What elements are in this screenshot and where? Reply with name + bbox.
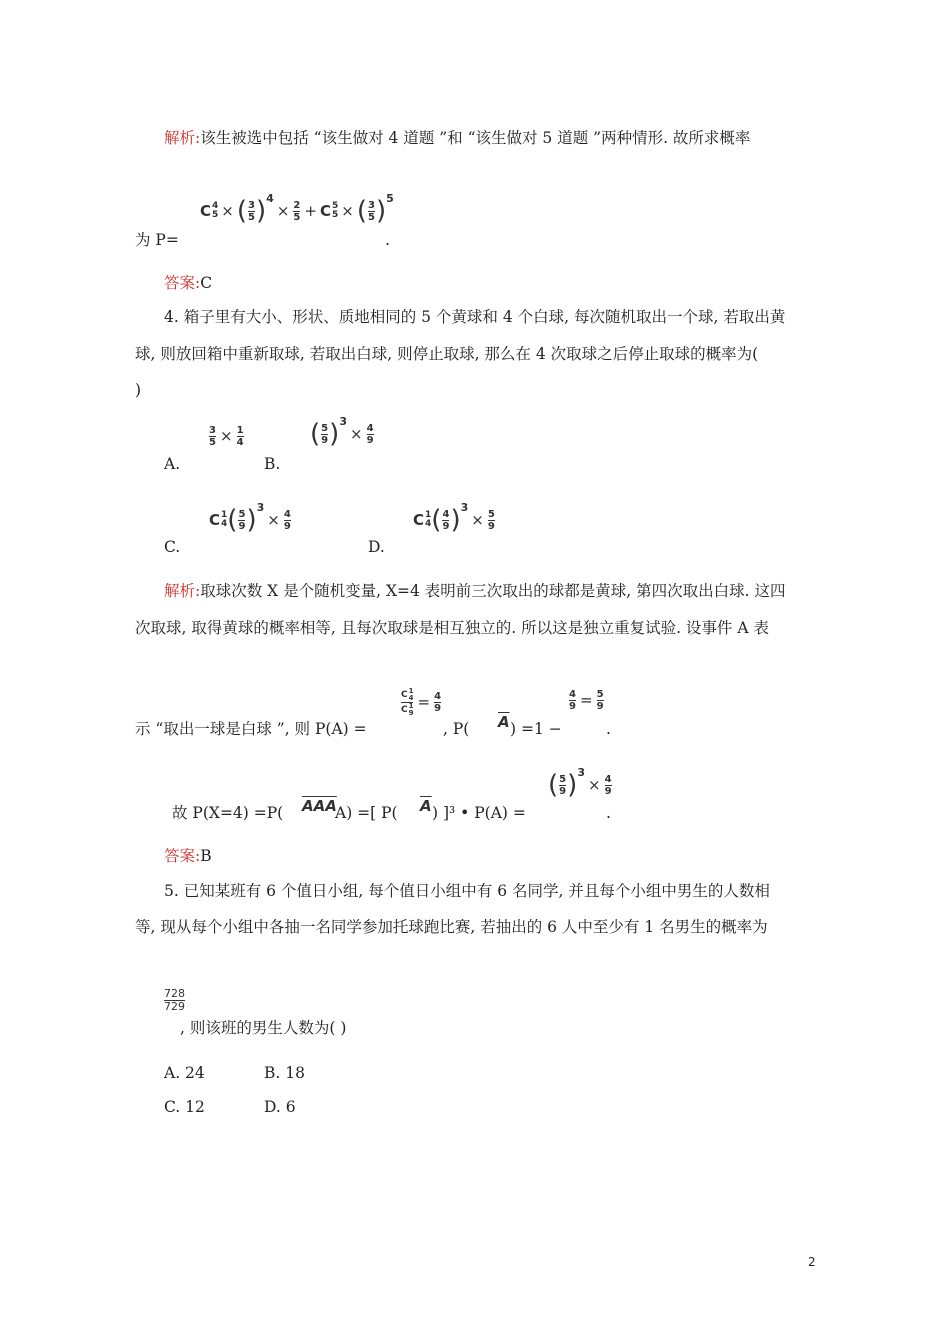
q4-a-complement: $\overline{A}$ (498, 713, 510, 731)
q5-stem-line2: 等, 现从每个小组中各抽一名同学参加托球跑比赛, 若抽出的 6 人中至少有 1 名男生的概率为 (135, 918, 768, 936)
q4-stem-line2: 球, 则放回箱中重新取球, 若取出白球, 则停止取球, 那么在 4 次取球之后停止取球的概率为( (135, 345, 759, 363)
q4-answer (164, 846, 212, 866)
q4-analysis-line4c: ) ]³ • P(A) = (432, 804, 526, 822)
q4-analysis-line1 (164, 581, 786, 601)
q3-answer (164, 273, 212, 293)
q4-option-c-label: C. (164, 538, 181, 556)
q4-option-a-formula: $\frac{3}{5}$ × $\frac{1}{4}$ (209, 425, 244, 448)
q3-analysis (164, 128, 750, 148)
q4-aaa-complement: $\overline{AAA}$ (302, 797, 337, 815)
q5-probability-fraction (163, 988, 186, 1013)
q5-option-b: B. 18 (264, 1064, 305, 1082)
answer-value: B (200, 847, 212, 865)
analysis-label: 解析: (164, 129, 201, 147)
analysis-text: 取球次数 X 是个随机变量, X=4 表明前三次取出的球都是黄球, 第四次取出白球. 这四 (200, 582, 786, 600)
q4-stem-line1: 4. 箱子里有大小、形状、质地相同的 5 个黄球和 4 个白球, 每次随机取出一个球, 若取出黄 (164, 308, 786, 326)
q4-analysis-line4a: 故 P(X=4) =P( (172, 804, 284, 822)
answer-label: 答案: (164, 847, 201, 865)
analysis-text: 该生被选中包括 “该生做对 4 道题 ”和 “该生做对 5 道题 ”两种情形. 故所求概率 (200, 129, 751, 147)
q4-stem-line3: ) (135, 381, 142, 399)
q4-option-d-formula: C 1 4 ( $\frac{4}{9}$ )$^3$× $\frac{5}{9}$ (413, 501, 495, 535)
q3-formula-prefix: 为 P= (135, 231, 179, 249)
q5-option-a: A. 24 (164, 1064, 205, 1082)
q5-stem-line1: 5. 已知某班有 6 个值日小组, 每个值日小组中有 6 名同学, 并且每个小组中男生的人数相 (164, 882, 770, 900)
q4-result-formula: ( $\frac{5}{9}$ )$^3$× $\frac{4}{9}$ (548, 766, 612, 800)
answer-value: C (200, 274, 213, 292)
q3-formula-suffix: . (385, 231, 390, 249)
q4-pa-complement-formula: $\frac{4}{9}$ = $\frac{5}{9}$ (569, 689, 604, 712)
fraction-denominator: 729 (164, 1000, 185, 1013)
q4-analysis-line3a: 示 “取出一球是白球 ”, 则 P(A) = (135, 720, 367, 738)
q4-analysis-line3d: . (606, 720, 611, 738)
page-number: 2 (808, 1255, 816, 1269)
q5-option-c: C. 12 (164, 1098, 205, 1116)
q3-probability-formula: C 4 5 × ( $\frac{3}{5}$ )$^4$× $\frac{2}{5}$ + C 5 5 × ( $\frac{3}{5}$ )$^5$ (200, 192, 394, 226)
q5-stem-line3: , 则该班的男生人数为( ) (180, 1019, 347, 1037)
answer-label: 答案: (164, 274, 201, 292)
q4-analysis-line2: 次取球, 取得黄球的概率相等, 且每次取球是相互独立的. 所以这是独立重复试验. 设事件 A 表 (135, 619, 769, 637)
q4-option-b-label: B. (264, 455, 281, 473)
q4-analysis-line3c: ) =1 − (510, 720, 562, 738)
q4-analysis-line3b: , P( (443, 720, 470, 738)
fraction-numerator: 728 (164, 987, 185, 1000)
q4-option-a-label: A. (164, 455, 181, 473)
q4-option-c-formula: C 1 4 ( $\frac{5}{9}$ )$^3$× $\frac{4}{9}$ (209, 501, 291, 535)
q4-a-complement-2: $\overline{A}$ (420, 797, 432, 815)
q5-option-d: D. 6 (264, 1098, 296, 1116)
q4-analysis-line4d: . (606, 804, 611, 822)
q4-analysis-line4b: A) =[ P( (335, 804, 398, 822)
q4-pa-formula: C 1 4 C 1 9 = $\frac{4}{9}$ (401, 687, 442, 717)
q4-option-d-label: D. (368, 538, 385, 556)
analysis-label: 解析: (164, 582, 201, 600)
q4-option-b-formula: ( $\frac{5}{9}$ )$^3$× $\frac{4}{9}$ (310, 415, 374, 449)
